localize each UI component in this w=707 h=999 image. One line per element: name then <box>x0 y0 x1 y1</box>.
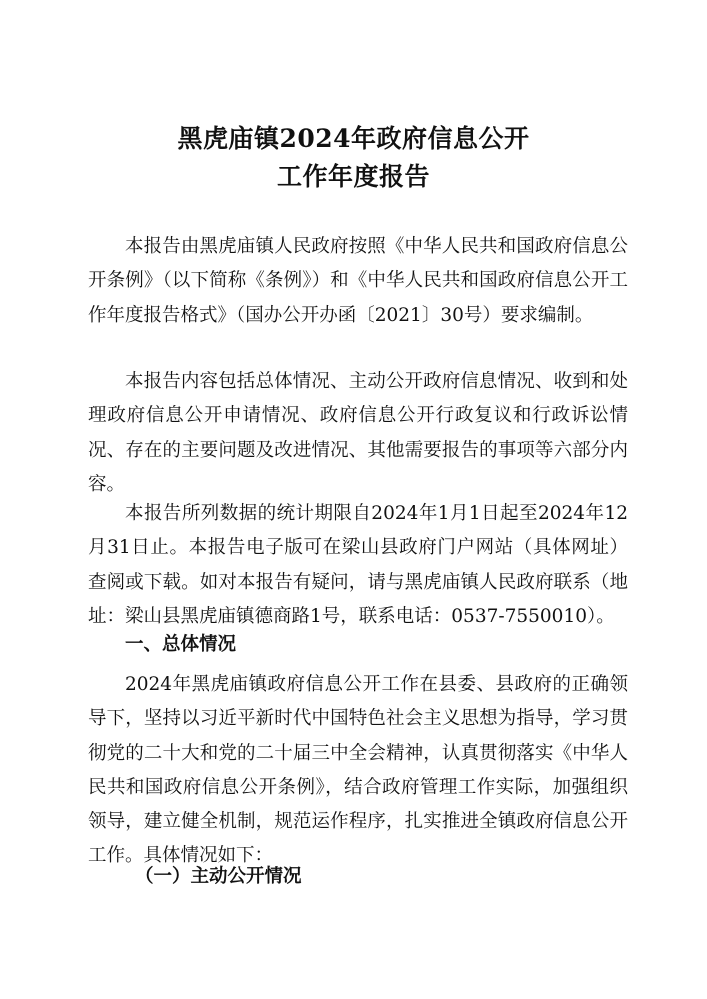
document-title-line2: 工作年度报告 <box>276 162 430 191</box>
overview-paragraph: 2024年黑虎庙镇政府信息公开工作在县委、县政府的正确领导下，坚持以习近平新时代中国特色社会主义思想为指导，学习贯彻党的二十大和党的二十届三中全会精神，认真贯彻落实《中华人民共和国政府信息公开条例》，结合政府管理工作实际，加强组织领导，建立健全机制，规范运作程序，扎实推进全镇政府信息公开工作。具体情况如下： <box>88 674 628 867</box>
section-heading-overview: 一、总体情况 <box>125 634 237 655</box>
intro-paragraph-basis: 本报告由黑虎庙镇人民政府按照《中华人民共和国政府信息公开条例》（以下简称《条例》）和《中华人民共和国政府信息公开工作年度报告格式》（国办公开办函〔2021〕30号）要求编制。 <box>88 236 628 326</box>
intro-paragraph-period-contact: 本报告所列数据的统计期限自2024年1月1日起至2024年12月31日止。本报告电子版可在梁山县政府门户网站（具体网址）查阅或下载。如对本报告有疑问，请与黑虎庙镇人民政府联系（地址：梁山县黑虎庙镇德商路1号，联系电话：0537-7550010）。 <box>88 503 628 627</box>
document-title-line1: 黑虎庙镇2024年政府信息公开 <box>177 124 530 153</box>
intro-paragraph-contents: 本报告内容包括总体情况、主动公开政府信息情况、收到和处理政府信息公开申请情况、政府信息公开行政复议和行政诉讼情况、存在的主要问题及改进情况、其他需要报告的事项等六部分内容。 <box>88 371 628 495</box>
subsection-heading-active-disclosure: （一）主动公开情况 <box>135 866 302 887</box>
